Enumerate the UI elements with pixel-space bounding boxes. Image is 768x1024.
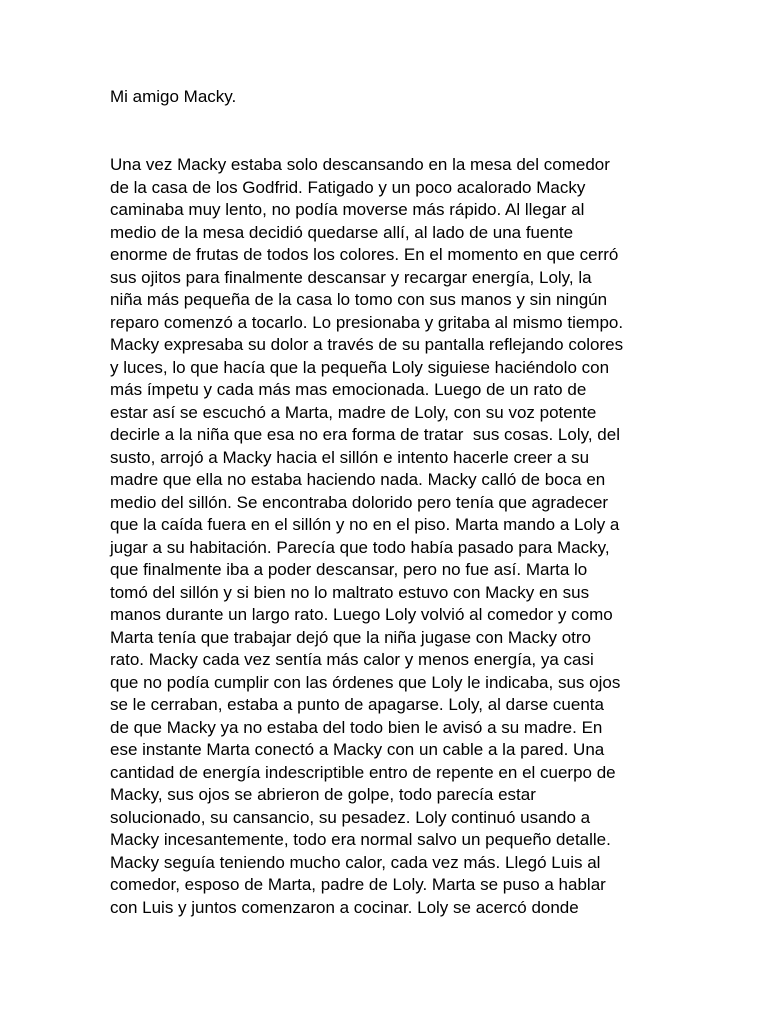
body-text-line: estar así se escuchó a Marta, madre de Loly, con su voz potente — [110, 402, 597, 422]
body-text-line: con Luis y juntos comenzaron a cocinar. Loly se acercó donde — [110, 897, 579, 917]
body-text-line: Macky seguía teniendo mucho calor, cada vez más. Llegó Luis al — [110, 852, 601, 872]
body-text-line: manos durante un largo rato. Luego Loly volvió al comedor y como — [110, 605, 613, 624]
body-text-line: y luces, lo que hacía que la pequeña Loly siguiese haciéndolo con — [110, 357, 610, 377]
body-text-line: de la casa de los Godfrid. Fatigado y un poco acalorado Macky — [110, 177, 586, 197]
body-text-line: comedor, esposo de Marta, padre de Loly. Marta se puso a hablar — [110, 875, 606, 894]
body-text-line: susto, arrojó a Macky hacia el sillón e intento hacerle creer a su — [110, 447, 590, 467]
body-text-line: tomó del sillón y si bien no lo maltrato estuvo con Macky en sus — [110, 582, 590, 602]
body-text-line: niña más pequeña de la casa lo tomo con sus manos y sin ningún — [110, 290, 608, 309]
body-text-line: que la caída fuera en el sillón y no en el piso. Marta mando a Loly a — [110, 515, 620, 534]
body-text-line: enorme de frutas de todos los colores. En el momento en que cerró — [110, 245, 619, 264]
body-text-line: Una vez Macky estaba solo descansando en la mesa del comedor — [110, 155, 610, 174]
body-text-line: que finalmente iba a poder descansar, pero no fue así. Marta lo — [110, 560, 588, 579]
body-text-line: medio de la mesa decidió quedarse allí, al lado de una fuente — [110, 222, 574, 242]
body-text-line: caminaba muy lento, no podía moverse más rápido. Al llegar al — [110, 200, 585, 219]
body-text-line: madre que ella no estaba haciendo nada. Macky calló de boca en — [110, 470, 606, 489]
document-body — [110, 154, 623, 919]
body-text-line: cantidad de energía indescriptible entro de repente en el cuerpo de — [110, 762, 616, 782]
body-text-line: decirle a la niña que esa no era forma de tratar sus cosas. Loly, del — [110, 425, 620, 444]
body-text-line: solucionado, su cansancio, su pesadez. Loly continuó usando a — [110, 807, 591, 827]
body-text-line: se le cerraban, estaba a punto de apagarse. Loly, al darse cuenta — [110, 695, 604, 714]
body-text-line: Macky incesantemente, todo era normal salvo un pequeño detalle. — [110, 830, 611, 849]
body-text-line: jugar a su habitación. Parecía que todo había pasado para Macky, — [110, 537, 610, 557]
body-text-line: Marta tenía que trabajar dejó que la niña jugase con Macky otro — [110, 627, 592, 647]
body-text-line: sus ojitos para finalmente descansar y recargar energía, Loly, la — [110, 267, 592, 287]
body-text-line: que no podía cumplir con las órdenes que Loly le indicaba, sus ojos — [110, 672, 621, 692]
body-text-line: más ímpetu y cada más mas emocionada. Luego de un rato de — [110, 380, 587, 399]
body-text-line: reparo comenzó a tocarlo. Lo presionaba y gritaba al mismo tiempo. — [110, 312, 624, 332]
body-text-line: medio del sillón. Se encontraba dolorido pero tenía que agradecer — [110, 492, 609, 512]
body-text-line: Macky, sus ojos se abrieron de golpe, todo parecía estar — [110, 785, 536, 804]
document-title: Mi amigo Macky. — [110, 87, 237, 106]
body-text-line: de que Macky ya no estaba del todo bien le avisó a su madre. En — [110, 717, 603, 737]
body-text-line: rato. Macky cada vez sentía más calor y menos energía, ya casi — [110, 650, 594, 669]
body-text-line: ese instante Marta conectó a Macky con un cable a la pared. Una — [110, 740, 605, 759]
body-text-line: Macky expresaba su dolor a través de su pantalla reflejando colores — [110, 335, 624, 354]
